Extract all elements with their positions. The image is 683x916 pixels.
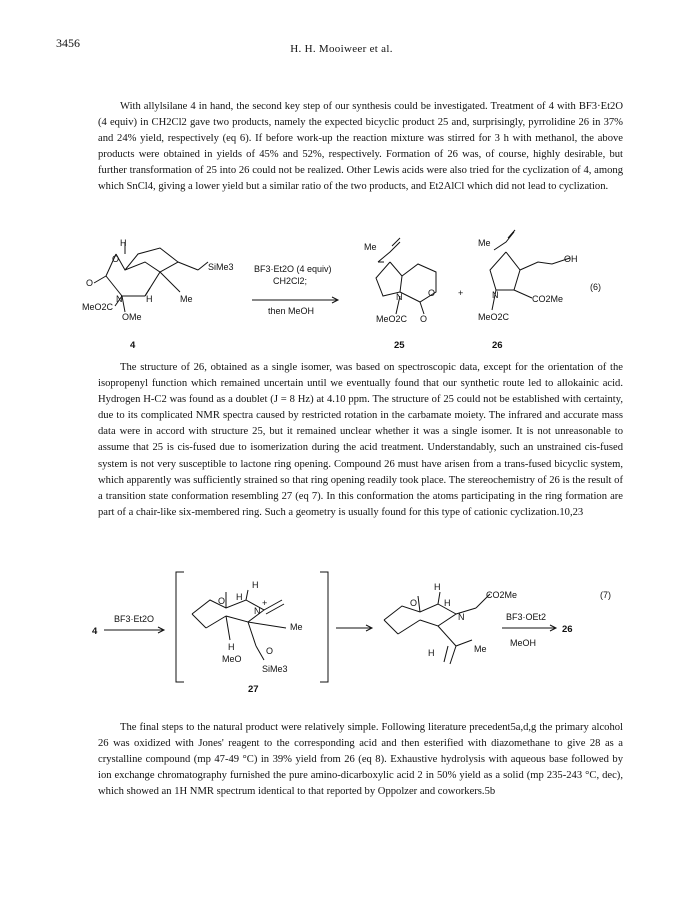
atom-27-0: H [252,580,259,590]
atom-25-3: MeO2C [376,314,408,324]
atom-27-6: H [228,642,235,652]
atom-int-0: H [434,582,441,592]
plus-sign: + [458,288,464,298]
atom-4-7: OMe [122,312,142,322]
atom-27-7: MeO [222,654,242,664]
reagent-7-left: BF3·Et2O [114,614,155,624]
intermediate-structure [384,582,517,664]
atom-26-4: MeO2C [478,312,510,322]
atom-int-5: H [428,648,435,658]
eq7-product: 26 [562,624,573,635]
reagent-6-line1: BF3·Et2O (4 equiv) [254,264,332,274]
atom-25-0: Me [364,242,377,252]
atom-4-2: O [86,278,94,288]
atom-27-9: SiMe3 [262,664,288,674]
reaction-arrowhead-7c [550,625,556,631]
atom-int-3: CO2Me [486,590,518,600]
atom-4-4: H [146,294,153,304]
atom-26-2: N [492,290,499,300]
eq7-start-compound: 4 [92,626,98,637]
atom-25-2: O [428,288,436,298]
compound-label-26: 26 [492,340,503,351]
atom-25-4: O [420,314,428,324]
bracket-right [320,572,328,682]
reagent-7-right1: BF3·OEt2 [506,612,547,622]
compound-4-structure [82,238,234,322]
atom-int-1: O [410,598,418,608]
atom-4-6: MeO2C [82,302,114,312]
reaction-arrowhead-7a [158,627,164,633]
atom-27-2: H [236,592,243,602]
atom-26-3: CO2Me [532,294,564,304]
atom-27-5: Me [290,622,303,632]
reagent-7-right2: MeOH [510,638,537,648]
running-header: H. H. Mooiweer et al. [290,43,393,55]
atom-27-4: + [262,598,268,608]
atom-4-3: N [116,294,123,304]
atom-26-0: Me [478,238,491,248]
compound-25-structure [364,238,436,324]
atom-26-1: OH [564,254,578,264]
paragraph-3: The final steps to the natural product were relatively simple. Following literature precedent5a,d,g the primary alcohol 26 was oxidized with Jones' reagent to the corresponding acid and then esterified with diazomethane to give 28 as a crystalline compound (mp 47-49 °C) in 39% yield from 26 (eq 8). Exhaustive hydrolysis with aqueous base followed by ion exchange chromatography furnished the pure amino-dicarboxylic acid 2 in 50% yield as a solid (mp 235-243 °C, dec), which showed an 1H NMR spectrum identical to that reported by Oppolzer and coworkers.5b [98,722,623,798]
eq-number-6: (6) [590,282,601,292]
compound-label-25: 25 [394,340,405,351]
reagent-6-line3: then MeOH [268,306,315,316]
atom-4-1: O [112,254,120,264]
reaction-arrowhead-6 [332,297,338,303]
atom-4-0: H [120,238,127,248]
paragraph-2: The structure of 26, obtained as a single isomer, was based on spectroscopic data, except for the orientation of the isopropenyl function which remained uncertain until we eventually found that our synthetic route led to allokainic acid. Hydrogen H-C2 was found as a doublet (J = 8 Hz) at 4.10 ppm. The structure of 25 could not be established with certainty, due to its complicated NMR spectra caused by restricted rotation in the carbamate moiety. The infrared and accurate mass data were in accord with structure 25, but it remained unclear whether it was a single isomer. It is not unreasonable to assume that 25 is cis-fused due to isomerization during the acid treatment. Understandably, such an unstrained cis-fused system is not very susceptible to lactone ring opening. Compound 26 must have arisen from a trans-fused bicyclic system, which apparently was sufficiently strained so that ring opening readily took place. The stereochemistry of 26 is the result of a transition state conformation resembling 27 (eq 7). In this conformation the atoms participating in the ring formation are part of a chair-like six-membered ring. Such a geometry is usually found for this type of cationic cyclization.10,23 [98,362,623,518]
atom-27-3: N [254,606,261,616]
atom-int-4: N [458,612,465,622]
compound-26-structure [478,230,578,322]
eq-number-7: (7) [600,590,611,600]
atom-int-6: Me [474,644,487,654]
compound-label-4: 4 [130,340,136,351]
paragraph-1: With allylsilane 4 in hand, the second key step of our synthesis could be investigated. Treatment of 4 with BF3·Et2O (4 equiv) in CH2Cl2 gave two products, namely the expected bicyclic product 25 and, surprisingly, pyrrolidine 26 in 37% and 24% yield, respectively (eq 6). If before work-up the reaction mixture was stirred for 3 h with methanol, the above products were obtained in yields of 45% and 52%, respectively. Formation of 26 was, of course, highly desirable, but further transformation of 25 into 26 could not be realized. Other Lewis acids were also tried for the cyclization of 4, among which SnCl4, giving a lower yield but a similar ratio of the two products, and Et2AlCl which did not lead to cyclization. [98,101,623,193]
compound-label-27: 27 [248,684,259,695]
atom-27-8: O [266,646,274,656]
atom-4-5: Me [180,294,193,304]
reaction-arrowhead-7b [366,625,372,631]
atom-27-1: O [218,596,226,606]
compound-27-structure [192,580,303,674]
page-number: 3456 [56,36,80,50]
bracket-left [176,572,184,682]
atom-25-1: N [396,292,403,302]
atom-int-2: H [444,598,451,608]
atom-4-8: SiMe3 [208,262,234,272]
reagent-6-line2: CH2Cl2; [273,276,308,286]
